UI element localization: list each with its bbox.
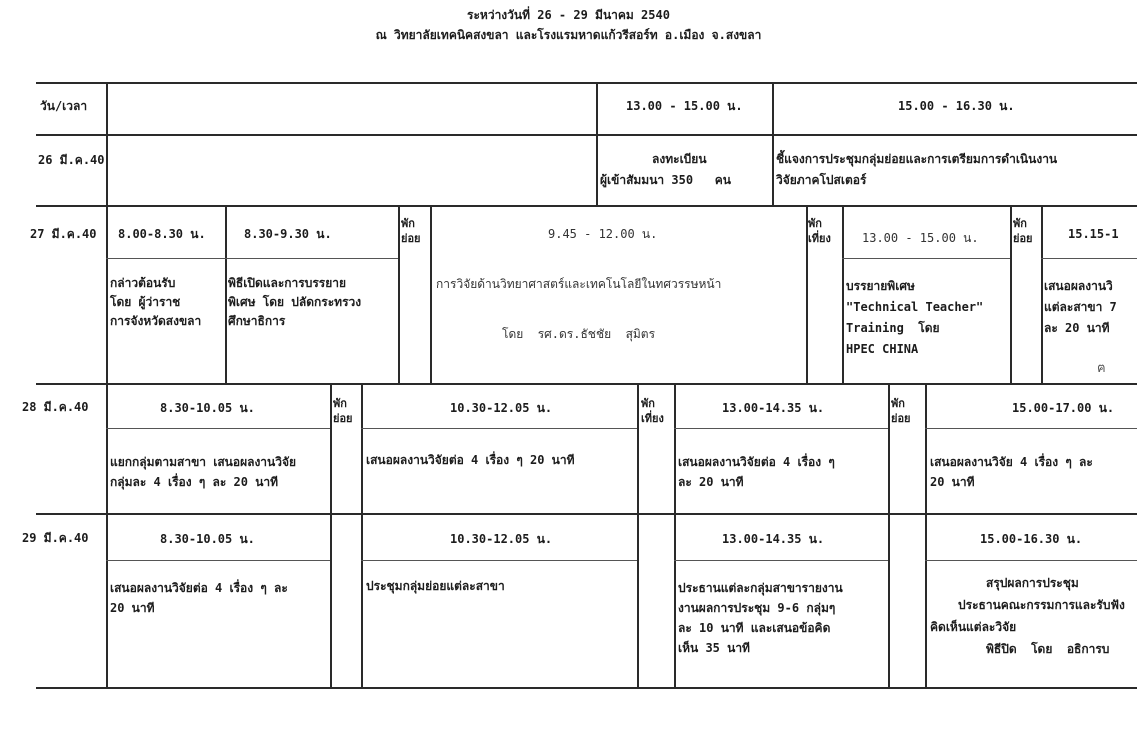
r27-time-4: 13.00 - 15.00 น. [862,231,979,245]
r29-time-4: 15.00-16.30 น. [980,532,1083,546]
r26-registration-title: ลงทะเบียน [652,152,707,166]
row-28-top-rule [36,383,1137,385]
r27-time-2: 8.30-9.30 น. [244,227,332,241]
r29-session-3-cell: ประธานแต่ละกลุ่มสาขารายงาน งานผลการประชุม 9-6 กลุ่มๆ ละ 10 นาที และเสนอข้อคิด เห็น 35 นาที [678,581,843,655]
r27-time-5: 15.15-1 [1068,227,1119,241]
r28-sep-3 [637,383,639,687]
r28-session-2-cell: เสนอผลงานวิจัยต่อ 4 เรื่อง ๆ 20 นาที [366,453,575,467]
r29-inner-rule-3 [674,560,888,561]
r27-sep-1 [225,205,227,383]
r28-break2-label: พัก ย่อย [891,397,911,425]
day-time-label: วัน/เวลา [40,99,88,113]
r28-session-3-cell: เสนอผลงานวิจัยต่อ 4 เรื่อง ๆ ละ 20 นาที [678,455,835,489]
r27-time-1: 8.00-8.30 น. [118,227,206,241]
handwritten-mark: ฅ [1097,361,1106,376]
r27-sep-6 [1010,205,1012,383]
r28-sep-1 [330,383,332,687]
date-29: 29 มี.ค.40 [22,531,89,545]
r29-time-2: 10.30-12.05 น. [450,532,553,546]
r28-lunch-label: พัก เที่ยง [641,397,664,425]
date-27: 27 มี.ค.40 [30,227,97,241]
date-column-line [106,82,108,687]
r29-session-4-line-1: สรุปผลการประชุม [986,576,1079,590]
r26-sep-2 [772,82,774,205]
r27-lunch-label: พัก เที่ยง [808,217,831,245]
r26-slot1-time: 13.00 - 15.00 น. [626,99,743,113]
r29-time-3: 13.00-14.35 น. [722,532,825,546]
header-line-1: ระหว่างวันที่ 26 - 29 มีนาคม 2540 [467,8,670,22]
row-29-top-rule [36,513,1137,515]
header-line-2: ณ วิทยาลัยเทคนิคสงขลา และโรงแรมหาดแก้วรีสอร์ท อ.เมือง จ.สงขลา [375,28,762,42]
r29-session-2-cell: ประชุมกลุ่มย่อยแต่ละสาขา [366,579,505,593]
r26-sep-1 [596,82,598,205]
r27-break-label: พัก ย่อย [401,217,421,245]
r28-time-2: 10.30-12.05 น. [450,401,553,415]
table-bottom-rule [36,687,1137,689]
r28-inner-rule-3 [674,428,888,429]
r27-inner-rule-2 [842,258,1010,259]
r28-inner-rule-2 [361,428,637,429]
r27-sep-3 [430,205,432,383]
r28-break-label: พัก ย่อย [333,397,353,425]
date-28: 28 มี.ค.40 [22,400,89,414]
r27-sep-2 [398,205,400,383]
r27-lecture-title: การวิจัยด้านวิทยาศาสตร์และเทคโนโลยีในทศวรรษหน้า [436,277,722,291]
r28-time-3: 13.00-14.35 น. [722,401,825,415]
r27-break2-label: พัก ย่อย [1013,217,1033,245]
r26-registration-attendees: ผู้เข้าสัมมนา 350 คน [600,173,731,187]
r27-time-3: 9.45 - 12.00 น. [548,227,658,241]
r28-time-1: 8.30-10.05 น. [160,401,255,415]
r28-inner-rule-4 [925,428,1137,429]
r27-sep-7 [1041,205,1043,383]
r27-opening-cell: พิธีเปิดและการบรรยาย พิเศษ โดย ปลัดกระทรวง ศึกษาธิการ [228,276,362,328]
row-27-top-rule [36,205,1137,207]
table-top-rule [36,82,1137,84]
r26-slot2-time: 15.00 - 16.30 น. [898,99,1015,113]
row-26-top-rule [36,134,1137,136]
r26-meeting-line-2: วิจัยภาคโปสเตอร์ [776,173,867,187]
r29-session-4-line-3: คิดเห็นแต่ละวิจัย [930,620,1017,634]
r27-lecture-speaker: โดย รศ.ดร.ธัชชัย สุมิตร [502,327,656,341]
r28-time-4: 15.00-17.00 น. [1012,401,1115,415]
r28-inner-rule-1 [106,428,330,429]
r27-inner-rule-3 [1041,258,1137,259]
r28-session-4-cell: เสนอผลงานวิจัย 4 เรื่อง ๆ ละ 20 นาที [930,455,1093,489]
r26-meeting-line-1: ชี้แจงการประชุมกลุ่มย่อยและการเตรียมการดำเนินงาน [776,152,1058,166]
date-26: 26 มี.ค.40 [38,153,105,167]
r29-session-1-cell: เสนอผลงานวิจัยต่อ 4 เรื่อง ๆ ละ 20 นาที [110,581,288,615]
r28-session-1-cell: แยกกลุ่มตามสาขา เสนอผลงานวิจัย กลุ่มละ 4 เรื่อง ๆ ละ 20 นาที [110,455,297,489]
r29-session-4-line-2: ประธานคณะกรรมการและรับฟัง [958,598,1125,612]
r29-inner-rule-2 [361,560,637,561]
r28-sep-5 [888,383,890,687]
r27-special-lecture-cell: บรรยายพิเศษ "Technical Teacher" Training โดย HPEC CHINA [846,279,984,356]
r29-session-4-line-4: พิธีปิด โดย อธิการบ [986,642,1110,656]
r27-presentation-cell: เสนอผลงานวิ แต่ละสาขา 7 ละ 20 นาที [1044,279,1117,335]
r27-inner-rule-1 [106,258,398,259]
r29-inner-rule-4 [925,560,1137,561]
r27-welcome-cell: กล่าวต้อนรับ โดย ผู้ว่าราช การจังหวัดสงขลา [110,276,202,328]
r27-sep-5 [842,205,844,383]
r29-inner-rule-1 [106,560,330,561]
r29-time-1: 8.30-10.05 น. [160,532,255,546]
